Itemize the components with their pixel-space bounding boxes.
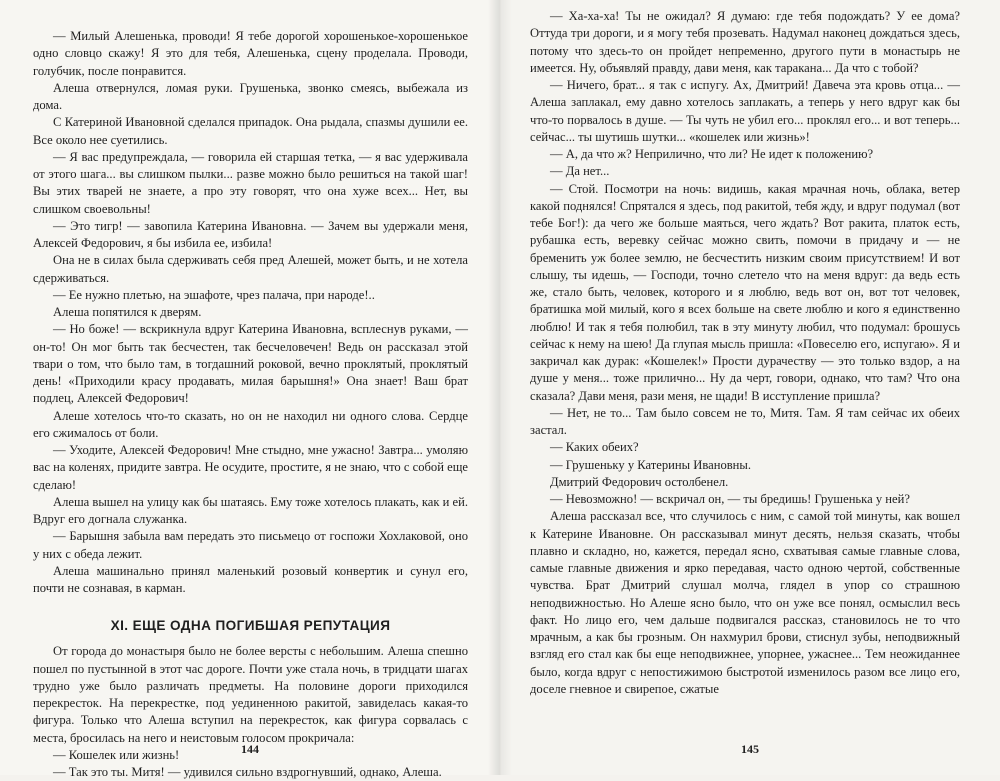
paragraph: — Уходите, Алексей Федорович! Мне стыдно, мне ужасно! Завтра... умоляю вас на коленях, придите завтра. Не осудите, простите, я не знаю, что с собой еще сделаю!: [33, 443, 468, 492]
left-page-text-top: [33, 28, 468, 597]
paragraph: — Но боже! — вскрикнула вдруг Катерина Ивановна, всплеснув руками, — он-то! Он мог быть так бесчестен, так бесчеловечен! Ведь он рассказал этой твари о том, что было там, в тогдашний роковой, вечно проклятый, проклятый день! «Приходили красу продавать, милая барышня!» Она знает! Ваш брат подлец, Алексей Федорович!: [33, 322, 468, 406]
paragraph: — Да нет...: [550, 164, 610, 179]
paragraph: — Барышня забыла вам передать это письмецо от госпожи Хохлаковой, оно у них с обеда лежит.: [33, 529, 468, 561]
paragraph: Алеше хотелось что-то сказать, но он не находил ни одного слова. Сердце его сжималось от боли.: [33, 408, 468, 440]
paragraph: Алеша отвернулся, ломая руки. Грушенька, звонко смеясь, выбежала из дома.: [33, 80, 468, 112]
paragraph: — А, да что ж? Неприлично, что ли? Не идет к положению?: [550, 147, 874, 161]
paragraph: С Катериной Ивановной сделался припадок. Она рыдала, спазмы душили ее. Все около нее суетились.: [33, 115, 468, 147]
paragraph: Алеша попятился к дверям.: [53, 305, 202, 319]
paragraph: — Ха-ха-ха! Ты не ожидал? Я думаю: где тебя подождать? У ее дома? Оттуда три дороги, и я могу тебя прозевать. Надумал наконец дождаться здесь, потому что здесь-то он пройдет непременно, другого пути в монастырь не имеется. Ну, объявляй правду, дави меня, как таракана... Да что с тобой?: [530, 9, 960, 75]
paragraph: — Милый Алешенька, проводи! Я тебе дорогой хорошенькое-хорошенькое одно словцо скажу! Я это для тебя, Алешенька, сцену проделала. Проводи, голубчик, после понравится.: [33, 29, 468, 78]
paragraph: — Ее нужно плетью, на эшафоте, чрез палача, при народе!..: [53, 287, 375, 302]
paragraph: — Ничего, брат... я так с испугу. Ах, Дмитрий! Давеча эта кровь отца... — Алеша заплакал, ему давно хотелось заплакать, а теперь у него вдруг как бы что-то порвалось в душе. — Ты чуть не убил его... проклял его... и вот теперь... сейчас... ты шутишь шутки... «кошелек или жизнь»!: [530, 78, 960, 144]
paragraph: От города до монастыря было не более версты с небольшим. Алеша спешно пошел по пустынной в этот час дороге. Почти уже стала ночь, в тридцати шагах трудно уже было различать предметы. На половине дороги приходился перекресток. На перекрестке, под уединенною ракитой, завиделась какая-то фигура. Только что Алеша вступил на перекресток, как фигура сорвалась с места, бросилась на него и неистовым голосом прокричала:: [33, 644, 468, 745]
paragraph: — Это тигр! — завопила Катерина Ивановна. — Зачем вы удержали меня, Алексей Федорович, я бы избила ее, избила!: [33, 218, 468, 250]
paragraph: Алеша рассказал все, что случилось с ним, с самой той минуты, как вошел к Катерине Ивановне. Он рассказывал минут десять, нельзя сказать, чтобы плавно и складно, но, кажется, передал ясно, схватывая самые главные слова, самые главные движения и ярко передавая, часто одною чертой, собственные чувства. Брат Дмитрий слушал молча, глядел в упор со страшною неподвижностью. Но Алеше ясно было, что он уже все понял, осмыслил весь факт. Но лицо его, чем дальше подвигался рассказ, становилось не то что мрачным, а как бы грозным. Он нахмурил брови, стиснул зубы, неподвижный взгляд его стал как бы еще неподвижнее, упорнее, ужаснее... Тем неожиданнее было, когда вдруг с непостижимою быстротой изменилось разом все лицо его, доселе гневное и свирепое, сжатые: [530, 509, 960, 696]
paragraph: — Невозможно! — вскричал он, — ты бредишь! Грушенька у ней?: [550, 492, 910, 506]
right-page: [500, 0, 1000, 775]
left-page-text-bottom: [33, 643, 468, 781]
paragraph: Алеша вышел на улицу как бы шатаясь. Ему тоже хотелось плакать, как и ей. Вдруг его догнала служанка.: [33, 494, 469, 526]
page-number-left: 144: [241, 742, 259, 756]
paragraph: — Стой. Посмотри на ночь: видишь, какая мрачная ночь, облака, ветер какой поднялся! Спрятался я здесь, под ракитой, тебя жду, и вдруг подумал (вот тебе Бог!): да чего же больше маяться, чего ждать? Вот ракита, платок есть, рубашка есть, веревку сейчас можно свить, помочи в придачу и — не бременить уж более землю, не бесчестить низким своим присутствием! И вот слышу, ты идешь, — Господи, точно слетело что на меня вдруг: да ведь есть же, стало быть, человек, которого и я люблю, ведь вот он, вот тот человек, братишка мой милый, кого я всех больше на свете люблю и кого я единственно люблю! И так я тебя полюбил, так в эту минуту любил, что подумал: брошусь сейчас к нему на шею! Да глупая мысль пришла: «Повеселю его, испугаю». Я и закричал как дурак: «Кошелек!» Прости дурачеству — это только вздор, а на душе у меня... тоже прилично... Ну да черт, говори, однако, что там? Что она сказала? Дави меня, рази меня, не щади! В исступление пришла?: [530, 181, 960, 403]
paragraph: — Я вас предупреждала, — говорила ей старшая тетка, — я вас удерживала от этого шага... вы слишком пылки... разве можно было решиться на такой шаг! Вы этих тварей не знаете, а про эту говорят, что она хуже всех... Нет, вы слишком своевольны!: [33, 149, 468, 216]
paragraph: — Нет, не то... Там было совсем не то, Митя. Там. Я там сейчас их обеих застал.: [530, 405, 960, 437]
paragraph: Она не в силах была сдерживать себя пред Алешей, может быть, и не хотела сдерживаться.: [33, 253, 468, 285]
paragraph: Дмитрий Федорович остолбенел.: [550, 474, 729, 489]
paragraph: — Кошелек или жизнь!: [53, 747, 180, 762]
page-number-right: 145: [741, 742, 759, 756]
paragraph: — Каких обеих?: [550, 440, 639, 455]
left-page: [0, 0, 500, 779]
paragraph: Алеша машинально принял маленький розовый конвертик и сунул его, почти не сознавая, в карман.: [33, 563, 468, 595]
paragraph: — Грушеньку у Катерины Ивановны.: [550, 457, 752, 472]
right-page-text: [530, 8, 960, 698]
chapter-title: XI. ЕЩЕ ОДНА ПОГИБШАЯ РЕПУТАЦИЯ: [110, 618, 391, 634]
paragraph: — Так это ты. Митя! — удивился сильно вздрогнувший, однако, Алеша.: [53, 765, 442, 779]
